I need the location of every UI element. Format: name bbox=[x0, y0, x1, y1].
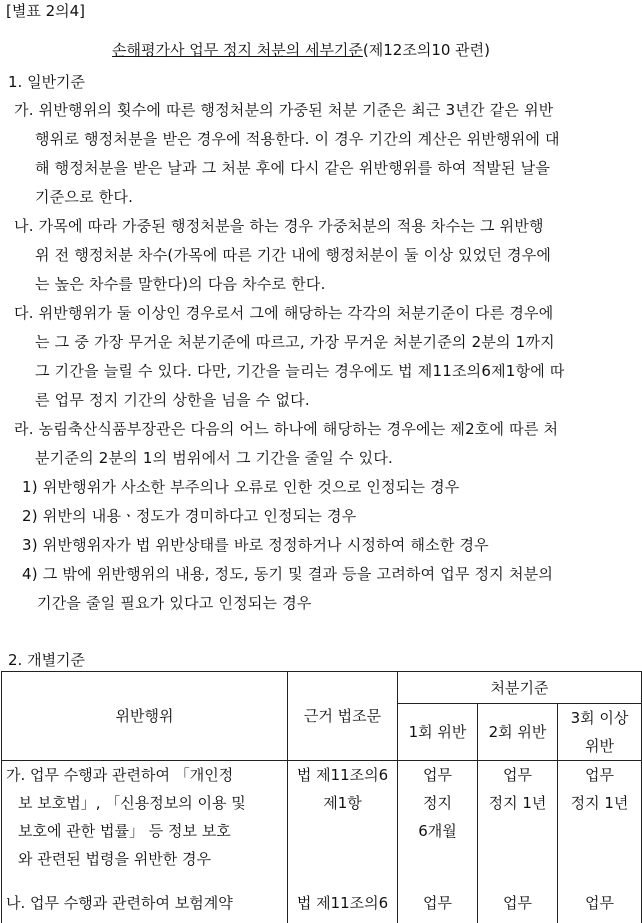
general-item-ga-line3: 해 행정처분을 받은 날과 그 처분 후에 다시 같은 위반행위를 하여 적발된 날을 bbox=[35, 159, 551, 177]
row-ga-first bbox=[398, 761, 478, 883]
row-ga-second bbox=[478, 761, 558, 883]
header-third-violation bbox=[558, 704, 642, 761]
row-na-third-line1: 업무 bbox=[585, 893, 614, 912]
table-row bbox=[2, 761, 642, 883]
row-ga-basis-line1: 법 제11조의6 bbox=[296, 766, 389, 784]
subitem-3: 3) 위반행위자가 법 위반상태를 바로 정정하거나 시정하여 해소한 경우 bbox=[22, 536, 489, 554]
general-item-ga-line2: 행위로 행정처분을 받은 경우에 적용한다. 이 경우 기간의 계산은 위반행위에 대 bbox=[35, 130, 560, 148]
table-row bbox=[2, 883, 642, 923]
row-na-violation-line1: 나. 업무 수행과 관련하여 보험계약 bbox=[6, 893, 233, 912]
row-ga-basis-line2: 제1항 bbox=[323, 794, 362, 812]
general-item-da-line3: 그 기간을 늘릴 수 있다. 다만, 기간을 늘리는 경우에도 법 제11조의6제1항에 따 bbox=[35, 362, 565, 380]
row-ga-first-line2: 정지 bbox=[423, 794, 452, 812]
header-first-violation: 1회 위반 bbox=[398, 704, 478, 761]
row-na-second-line1: 업무 bbox=[503, 893, 532, 912]
annex-label: [별표 2의4] bbox=[6, 2, 86, 20]
row-ga-violation-line2: 보 보호법」, 「신용정보의 이용 및 bbox=[18, 794, 246, 812]
title-reference: (제12조의10 관련) bbox=[362, 41, 491, 59]
document-title bbox=[112, 39, 490, 60]
subitem-1: 1) 위반행위가 사소한 부주의나 오류로 인한 것으로 인정되는 경우 bbox=[22, 478, 460, 496]
row-na-third bbox=[558, 883, 642, 923]
row-ga-second-line2: 정지 1년 bbox=[488, 794, 547, 812]
row-ga-violation bbox=[2, 761, 288, 883]
general-item-da-line1: 다. 위반행위가 둘 이상인 경우로서 그에 해당하는 각각의 처분기준이 다른 경우에 bbox=[14, 304, 554, 322]
section2-heading: 2. 개별기준 bbox=[8, 651, 86, 669]
row-ga-first-line3: 6개월 bbox=[418, 822, 457, 840]
section1-heading: 1. 일반기준 bbox=[8, 73, 86, 91]
row-ga-third-line2: 정지 1년 bbox=[570, 794, 629, 812]
row-ga-first-line1: 업무 bbox=[423, 766, 452, 784]
general-item-ra-line1: 라. 농림축산식품부장관은 다음의 어느 하나에 해당하는 경우에는 제2호에 따른 처 bbox=[14, 420, 559, 438]
header-third-line2: 위반 bbox=[585, 737, 614, 755]
row-ga-violation-line3: 보호에 관한 법률」 등 정보 보호 bbox=[18, 822, 231, 840]
row-ga-third-line1: 업무 bbox=[585, 766, 614, 784]
criteria-table bbox=[1, 671, 642, 923]
general-item-ra-line2: 분기준의 2분의 1의 범위에서 그 기간을 줄일 수 있다. bbox=[35, 449, 394, 467]
general-item-da-line4: 른 업무 정지 기간의 상한을 넘을 수 없다. bbox=[35, 391, 310, 409]
row-na-first-line1: 업무 bbox=[423, 893, 452, 912]
row-ga-violation-line4: 와 관련된 법령을 위반한 경우 bbox=[18, 850, 211, 868]
general-item-ga-line1: 가. 위반행위의 횟수에 따른 행정처분의 가중된 처분 기준은 최근 3년간 같은 위반 bbox=[14, 101, 554, 119]
row-na-basis bbox=[288, 883, 398, 923]
row-ga-third bbox=[558, 761, 642, 883]
subitem-2: 2) 위반의 내용ㆍ정도가 경미하다고 인정되는 경우 bbox=[22, 507, 357, 525]
subitem-4-line2: 기간을 줄일 필요가 있다고 인정되는 경우 bbox=[37, 594, 312, 612]
row-ga-violation-line1: 가. 업무 수행과 관련하여 「개인정 bbox=[6, 766, 234, 784]
subitem-4-line1: 4) 그 밖에 위반행위의 내용, 정도, 동기 및 결과 등을 고려하여 업무 정지 처분의 bbox=[22, 565, 554, 583]
header-violation: 위반행위 bbox=[2, 672, 288, 761]
title-main: 손해평가사 업무 정지 처분의 세부기준 bbox=[112, 41, 363, 59]
general-item-ga-line4: 기준으로 한다. bbox=[35, 188, 134, 206]
header-second-violation: 2회 위반 bbox=[478, 704, 558, 761]
header-basis: 근거 법조문 bbox=[288, 672, 398, 761]
row-ga-basis bbox=[288, 761, 398, 883]
row-na-first bbox=[398, 883, 478, 923]
general-item-da-line2: 는 그 중 가장 무거운 처분기준에 따르고, 가장 무거운 처분기준의 2분의 1까지 bbox=[35, 333, 555, 351]
row-na-second bbox=[478, 883, 558, 923]
row-ga-second-line1: 업무 bbox=[503, 766, 532, 784]
general-item-na-line1: 나. 가목에 따라 가중된 행정처분을 하는 경우 가중처분의 적용 차수는 그 위반행 bbox=[14, 217, 544, 235]
row-na-basis-line1: 법 제11조의6 bbox=[296, 893, 389, 912]
header-third-line1: 3회 이상 bbox=[570, 709, 629, 727]
general-item-na-line2: 위 전 행정처분 차수(가목에 따른 기간 내에 행정처분이 둘 이상 있었던 경우에 bbox=[35, 246, 552, 264]
row-na-violation bbox=[2, 883, 288, 923]
general-item-na-line3: 는 높은 차수를 말한다)의 다음 차수로 한다. bbox=[35, 275, 326, 293]
header-criteria: 처분기준 bbox=[398, 672, 642, 704]
